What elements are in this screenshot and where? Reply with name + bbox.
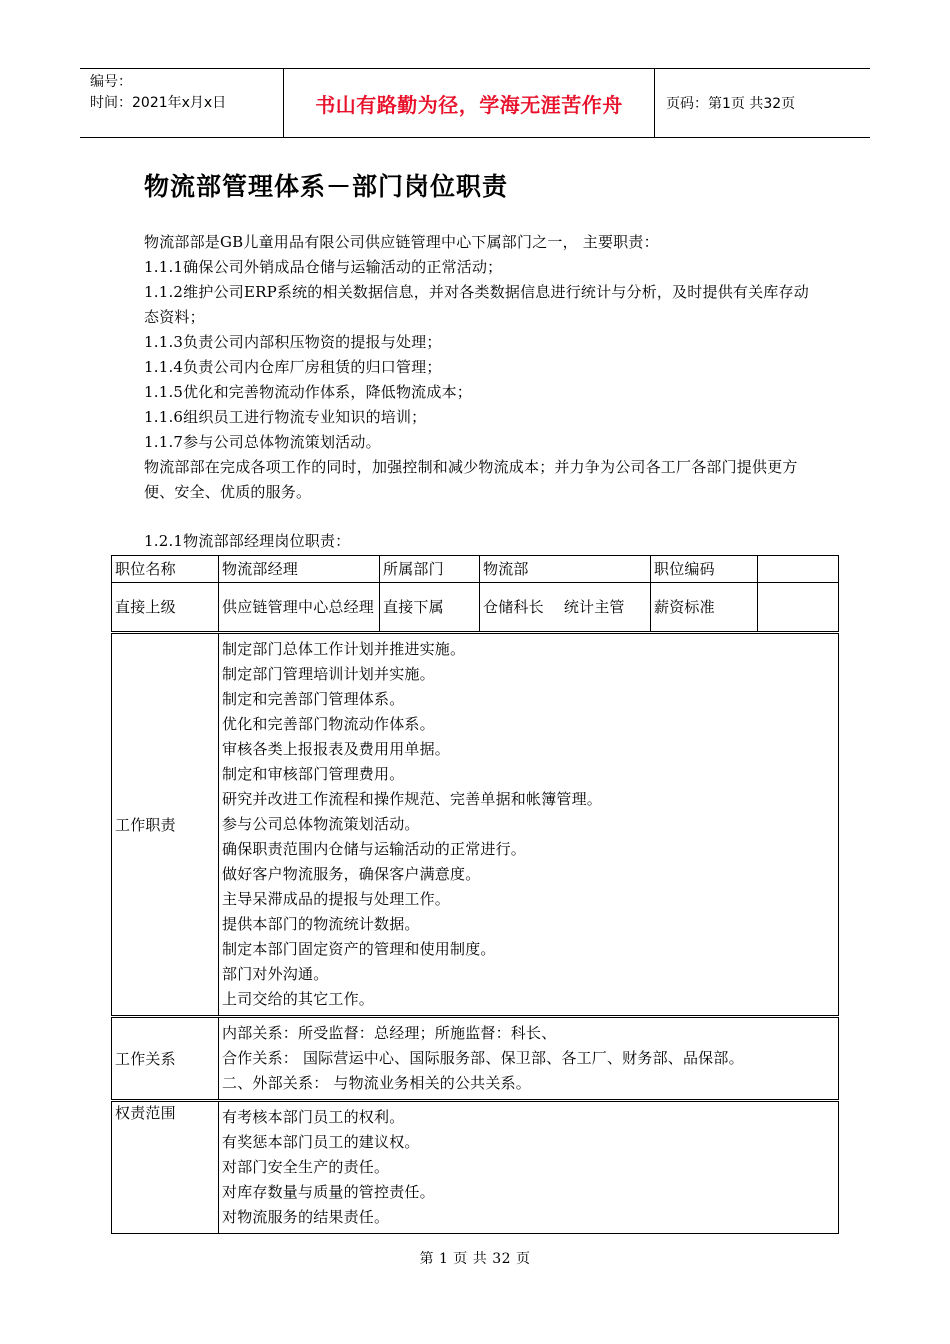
superior-value: 供应链管理中心总经理	[219, 583, 380, 633]
duty-item: 确保职责范围内仓储与运输活动的正常进行。	[222, 840, 527, 858]
duty-item: 上司交给的其它工作。	[222, 990, 375, 1008]
responsibility-item: 1.1.3负责公司内部积压物资的提报与处理；	[144, 333, 442, 351]
subordinate-2: 统计主管	[563, 598, 625, 616]
authority-item: 对库存数量与质量的管控责任。	[222, 1183, 435, 1201]
responsibility-item: 1.1.7参与公司总体物流策划活动。	[144, 433, 381, 451]
relation-item: 二、外部关系： 与物流业务相关的公共关系。	[222, 1074, 531, 1092]
document-number-label: 编号：	[90, 74, 132, 90]
subordinate-1: 仓储科长	[483, 598, 544, 616]
duty-item: 制定部门总体工作计划并推进实施。	[222, 640, 466, 658]
table-row	[112, 1017, 839, 1101]
duty-item: 主导呆滞成品的提报与处理工作。	[222, 890, 451, 908]
duty-item: 提供本部门的物流统计数据。	[222, 915, 420, 933]
salary-value	[758, 583, 839, 633]
duty-item: 制定和完善部门管理体系。	[222, 690, 405, 708]
duty-item: 参与公司总体物流策划活动。	[222, 815, 420, 833]
relations-label: 工作关系	[112, 1017, 219, 1101]
document-date: 时间：2021年x月x日	[90, 95, 227, 111]
relation-item: 内部关系：所受监督：总经理；所施监督：科长、	[222, 1024, 557, 1042]
page-footer: 第 1 页 共 32 页	[419, 1251, 531, 1267]
header-slogan: 书山有路勤为径，学海无涯苦作舟	[283, 69, 655, 137]
duty-item: 制定本部门固定资产的管理和使用制度。	[222, 940, 496, 958]
responsibility-item: 1.1.6组织员工进行物流专业知识的培训；	[144, 408, 427, 426]
duty-item: 制定部门管理培训计划并实施。	[222, 665, 435, 683]
department-value: 物流部	[480, 556, 651, 583]
table-row	[112, 633, 839, 1017]
department-label: 所属部门	[380, 556, 480, 583]
position-code-label: 职位编码	[651, 556, 758, 583]
responsibility-item: 1.1.5优化和完善物流动作体系，降低物流成本；	[144, 383, 472, 401]
duty-item: 优化和完善部门物流动作体系。	[222, 715, 435, 733]
subordinate-value	[480, 583, 651, 633]
duties-label: 工作职责	[112, 633, 219, 1017]
duty-item: 研究并改进工作流程和操作规范、完善单据和帐簿管理。	[222, 790, 603, 808]
section-heading: 1.2.1物流部部经理岗位职责：	[144, 532, 351, 550]
page-header	[80, 68, 870, 138]
authority-item: 有奖惩本部门员工的建议权。	[222, 1133, 420, 1151]
intro-paragraph: 物流部部是GB儿童用品有限公司供应链管理中心下属部门之一， 主要职责：	[144, 233, 659, 251]
authority-item: 有考核本部门员工的权利。	[222, 1108, 405, 1126]
subordinate-label: 直接下属	[380, 583, 480, 633]
authority-item: 对物流服务的结果责任。	[222, 1208, 390, 1226]
position-code-value	[758, 556, 839, 583]
responsibility-item: 1.1.2维护公司ERP系统的相关数据信息，并对各类数据信息进行统计与分析，及时提供有关库存动态资料；	[144, 283, 809, 326]
duty-item: 部门对外沟通。	[222, 965, 329, 983]
intro-section	[144, 230, 824, 505]
document-title: 物流部管理体系－部门岗位职责	[144, 172, 509, 201]
authority-list	[219, 1101, 839, 1234]
header-page-info: 页码：第1页 共32页	[666, 96, 796, 112]
job-description-table	[111, 555, 839, 1234]
relation-item: 合作关系： 国际营运中心、国际服务部、保卫部、各工厂、财务部、品保部。	[222, 1049, 744, 1067]
superior-label: 直接上级	[112, 583, 219, 633]
relations-list	[219, 1017, 839, 1101]
authority-label: 权责范围	[112, 1101, 219, 1234]
responsibility-item: 1.1.4负责公司内仓库厂房租赁的归口管理；	[144, 358, 442, 376]
responsibility-item: 1.1.1确保公司外销成品仓储与运输活动的正常活动；	[144, 258, 503, 276]
table-row	[112, 583, 839, 633]
position-name-value: 物流部经理	[219, 556, 380, 583]
duty-item: 制定和审核部门管理费用。	[222, 765, 405, 783]
table-row	[112, 1101, 839, 1234]
position-name-label: 职位名称	[112, 556, 219, 583]
table-row	[112, 556, 839, 583]
duties-list	[219, 633, 839, 1017]
authority-item: 对部门安全生产的责任。	[222, 1158, 390, 1176]
header-meta	[80, 69, 283, 137]
duty-item: 审核各类上报报表及费用用单据。	[222, 740, 451, 758]
duty-item: 做好客户物流服务，确保客户满意度。	[222, 865, 481, 883]
intro-closing: 物流部部在完成各项工作的同时，加强控制和减少物流成本；并力争为公司各工厂各部门提供更方便、安全、优质的服务。	[144, 458, 798, 501]
salary-label: 薪资标准	[651, 583, 758, 633]
